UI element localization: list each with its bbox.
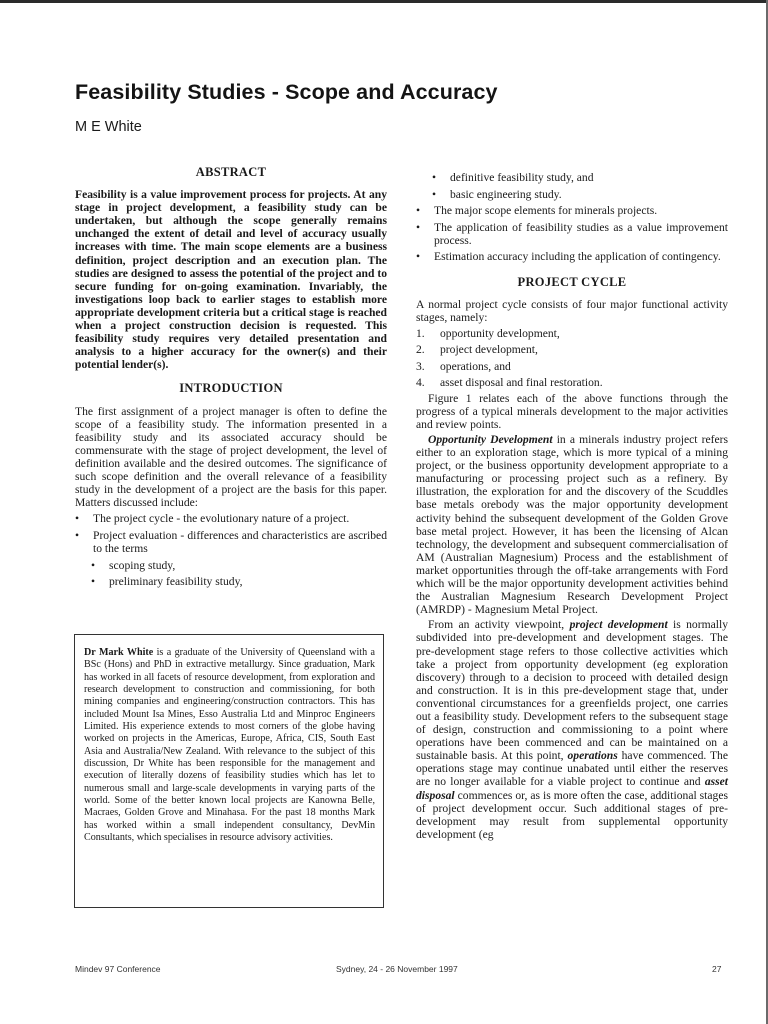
bullet-icon: •	[416, 220, 421, 234]
footer-location-date: Sydney, 24 - 26 November 1997	[336, 964, 458, 974]
project-cycle-intro: A normal project cycle consists of four major functional activity stages, namely:	[416, 298, 728, 325]
bullet-icon: •	[432, 187, 437, 201]
paper-title: Feasibility Studies - Scope and Accuracy	[75, 80, 498, 104]
list-item: 4. asset disposal and final restoration.	[416, 375, 603, 389]
opportunity-development-paragraph: Opportunity Development in a minerals industry project refers either to an exploration stage, which is more typical of a mining project, or the business opportunity development appropriate to a manufacturing or processing project such as a refinery. By illustration, the exploration for and the discovery of the Scuddles base metals orebody was the major opportunity development activity behind the subsequent development of the Golden Grove base metal project. However, it has been the licensing of Alcan technology, the development and subsequent commercialisation of AM (Australian Magnesium) Process and the establishment of market opportunities through the off-take arrangements with Ford which will be the major opportunity development activities behind the Australian Magnesium Research Development Project (AMRDP) - Magnesium Metal Project.	[416, 433, 728, 617]
project-cycle-section	[416, 276, 728, 841]
page-number: 27	[712, 964, 722, 974]
introduction-bullets	[75, 512, 387, 588]
introduction-section	[75, 382, 387, 588]
list-item: 1. opportunity development,	[416, 327, 560, 341]
bullet-icon: •	[416, 204, 421, 218]
list-item: 3. operations, and	[416, 359, 511, 373]
list-item: • The project cycle - the evolutionary nature of a project.	[75, 512, 350, 526]
footer-conference: Mindev 97 Conference	[75, 964, 161, 974]
bullet-icon: •	[432, 171, 437, 184]
bullet-icon: •	[416, 250, 421, 264]
left-column	[75, 166, 387, 592]
list-item: • Project evaluation - differences and characteristics are ascribed to the terms	[75, 528, 387, 555]
bullet-icon: •	[75, 512, 80, 526]
abstract-section	[75, 166, 387, 371]
figure-paragraph: Figure 1 relates each of the above functions through the progress of a typical minerals development to the major activities and review points.	[416, 391, 728, 431]
bullet-icon: •	[91, 575, 96, 589]
project-development-paragraph: From an activity viewpoint, project development is normally subdivided into pre-development and development stages. The pre-development stage refers to those collective activities which take a project from opportunity development (eg exploration discovery) through to a decision to proceed with detailed design and construction. It is in this pre-development stage that, under conventional circumstances for a greenfields project, one carries out a feasibility study. Development refers to the subsequent stage of design, construction and commissioning to a point where operations have been commenced and can be maintained on a sustainable basis. At this point, operations have commenced. The operations stage may continue unabated until either the reserves are no longer available for a viable project to continue and asset disposal commences or, as is more often the case, additional stages of project development occur. Such additional stages of pre-development may result from supplemental opportunity development (eg	[416, 618, 729, 841]
paper-author: M E White	[75, 119, 142, 135]
introduction-bullets-continued	[416, 171, 728, 264]
list-item: • Estimation accuracy including the application of contingency.	[416, 250, 721, 264]
author-bio-box	[74, 634, 384, 908]
list-item: • basic engineering study.	[432, 187, 562, 201]
abstract-text: Feasibility is a value improvement process for projects. At any stage in project development, a feasibility study can be undertaken, but although the scope generally remains unchanged the extent of detail and level of accuracy usually increases with time. The main scope elements are a business definition, project description and an execution plan. The studies are designed to assess the potential of the project and to secure funding for on-going examination. Invariably, the investigations loop back to earlier stages to establish more appropriate development criteria but a critical stage is reached when a project construction decision is requested. This feasibility study requires very detailed presentation and analysis to a higher accuracy for the owner(s) and their potential lender(s).	[75, 188, 387, 372]
bio-name: Dr Mark White	[84, 647, 154, 658]
list-item: • The major scope elements for minerals projects.	[416, 204, 658, 218]
page-top-edge	[0, 0, 768, 3]
list-item: • scoping study,	[91, 558, 176, 572]
list-item: • definitive feasibility study, and	[432, 171, 594, 184]
introduction-heading: INTRODUCTION	[179, 381, 283, 396]
project-stages-list	[416, 327, 728, 388]
project-cycle-heading: PROJECT CYCLE	[517, 275, 627, 290]
bullet-icon: •	[75, 528, 80, 542]
list-item: • preliminary feasibility study,	[91, 575, 243, 589]
right-column	[416, 171, 728, 841]
list-item: • The application of feasibility studies as a value improvement process.	[416, 220, 728, 247]
bullet-icon: •	[91, 558, 96, 572]
author-bio-text: Dr Mark White is a graduate of the University of Queensland with a BSc (Hons) and PhD in extractive metallurgy. Since graduation, Mark has worked in all facets of resource development, from exploration and research development to construction and commissioning, for both mining companies and engineering/construction contractors. This has included Mount Isa Mines, Esso Australia Ltd and Minproc Engineers Limited. His experience extends to most corners of the globe having worked on projects in the Americas, Europe, Africa, CIS, South East Asia and Australia/New Zealand. With relevance to the subject of this discussion, Dr White has been responsible for the management and execution of literally dozens of feasibility studies which has let to numerous small and large-scale developments in varying parts of the world. Some of the better known local projects are Kanowna Belle, Macraes, Golden Grove and Minahasa. For the past 18 months Mark has worked within a small independent consultancy, DevMin Consultants, which specialises in resource advisory activities.	[84, 647, 375, 844]
abstract-heading: ABSTRACT	[195, 165, 267, 179]
list-item: 2. project development,	[416, 343, 538, 357]
introduction-text: The first assignment of a project manager is often to define the scope of a feasibility study. The information presented in a feasibility study and its associated accuracy should be commensurate with the stage of project development, the level of definition available and the desired outcomes. The significance of such scope definition and the overall relevance of a feasibility study in the development of a project are the basis for this paper. Matters discussed include:	[75, 404, 387, 510]
